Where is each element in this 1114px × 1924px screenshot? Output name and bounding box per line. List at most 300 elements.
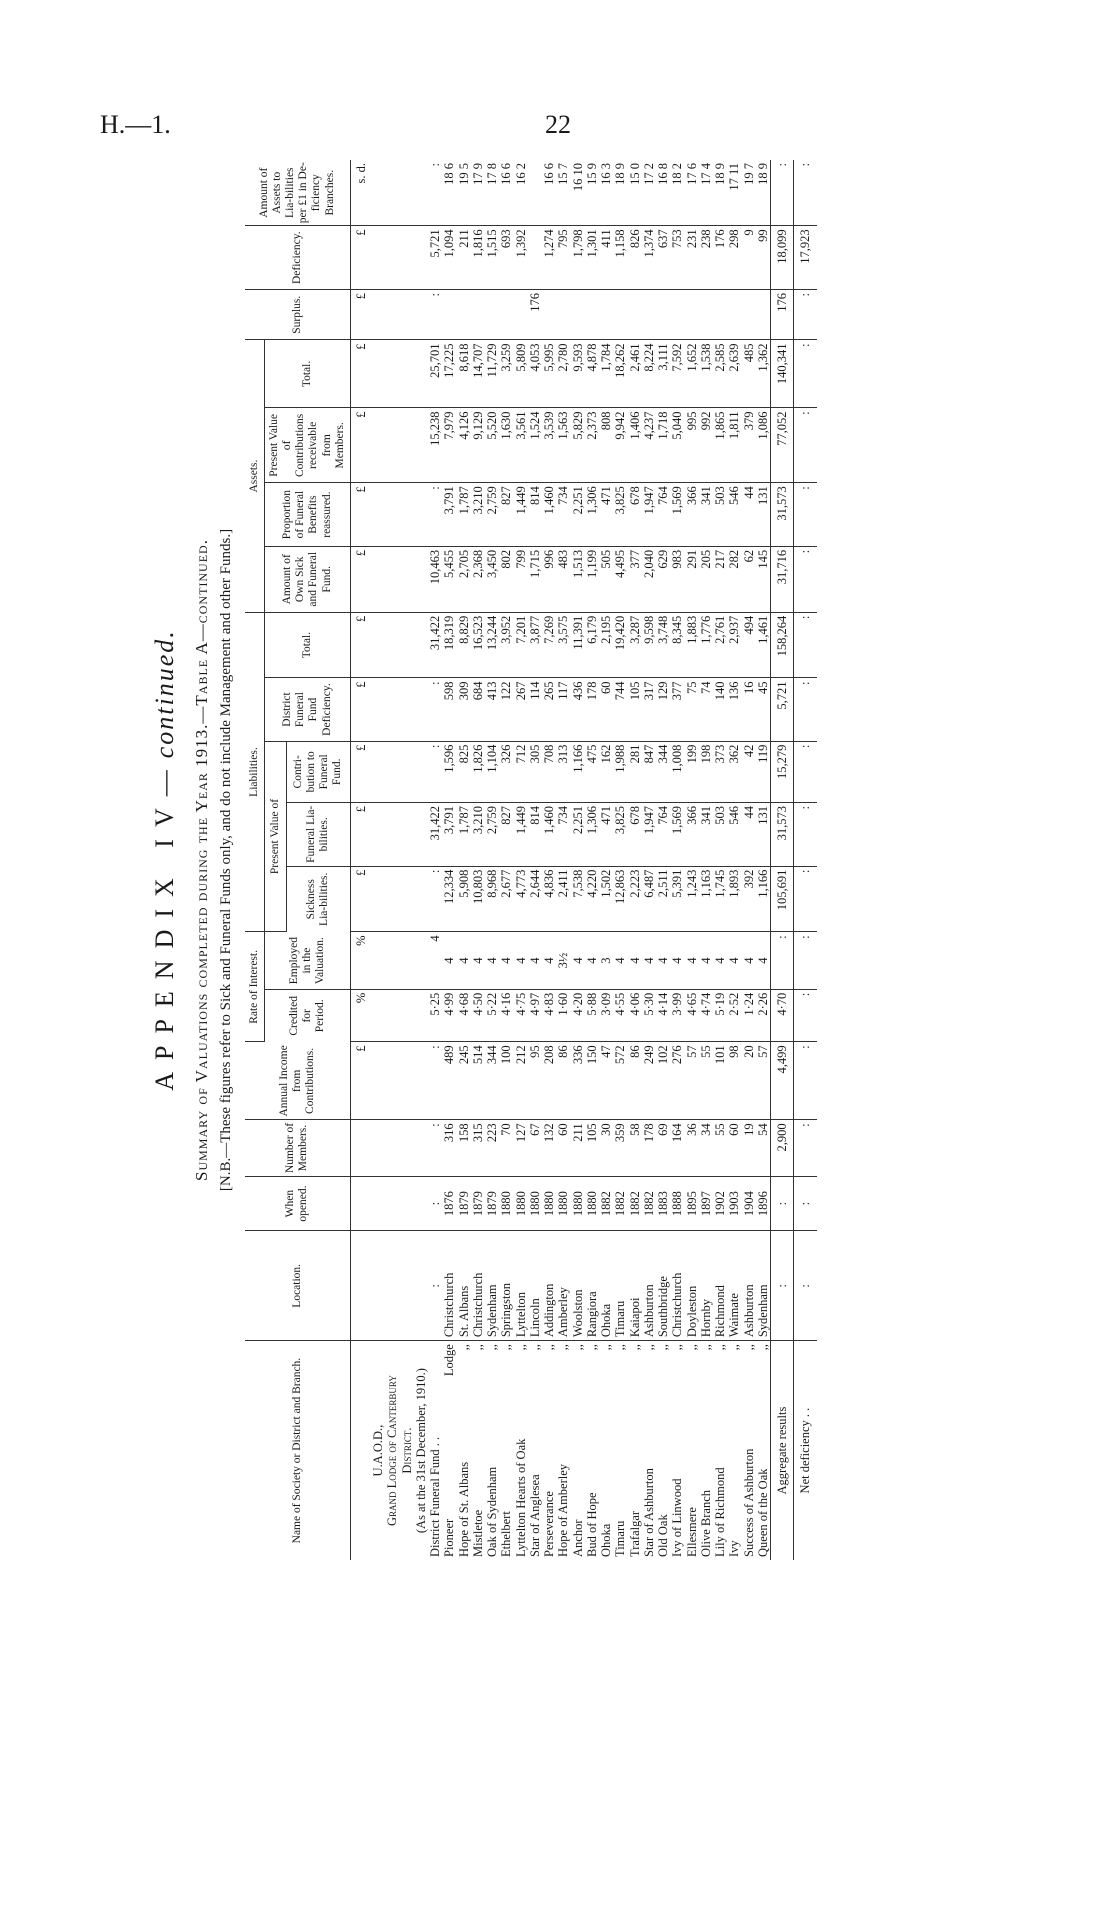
table-cell: 1903	[727, 1176, 741, 1231]
table-cell: 359	[613, 1120, 627, 1176]
table-cell: 995	[685, 408, 699, 483]
blank-cell	[385, 483, 399, 547]
table-cell: 392	[742, 866, 756, 932]
table-cell: 136	[727, 678, 741, 741]
table-cell: 1879	[471, 1176, 485, 1231]
table-cell: 16,523	[471, 612, 485, 678]
table-cell: 17,923	[794, 226, 817, 290]
table-cell: 1,718	[656, 408, 670, 483]
table-cell: 57	[756, 1042, 771, 1120]
table-cell: 77,052	[771, 408, 794, 483]
table-cell: 693	[499, 226, 513, 290]
table-cell: 4·06	[628, 989, 642, 1042]
table-cell: 2,585	[713, 340, 727, 408]
table-cell: :	[428, 678, 442, 741]
table-cell: Ohoka	[599, 1231, 613, 1341]
branch-name: Ohoka	[599, 1523, 614, 1557]
table-cell: 326	[499, 741, 513, 802]
blank-cell	[385, 1176, 399, 1231]
table-cell: 4·74	[699, 989, 713, 1042]
table-cell: :	[794, 1231, 817, 1341]
table-cell: 16 8	[656, 160, 670, 226]
table-cell: 178	[585, 678, 599, 741]
table-cell	[571, 290, 585, 340]
table-cell: 15,238	[428, 408, 442, 483]
blank-cell	[385, 932, 399, 989]
table-cell: 122	[499, 678, 513, 741]
table-cell	[628, 290, 642, 340]
table-row	[713, 160, 727, 1560]
table-cell: 102	[656, 1042, 670, 1120]
blank-cell	[371, 989, 385, 1042]
table-cell: Richmond	[713, 1231, 727, 1341]
table-cell: 366	[685, 803, 699, 867]
table-cell: :	[428, 866, 442, 932]
table-cell: 4,053	[528, 340, 542, 408]
blank-cell	[414, 1042, 428, 1120]
table-cell: 129	[656, 678, 670, 741]
table-cell: 4,220	[585, 866, 599, 932]
table-cell: 1882	[642, 1176, 656, 1231]
table-cell: :	[794, 803, 817, 867]
table-cell: 1880	[499, 1176, 513, 1231]
table-cell: :	[771, 1176, 794, 1231]
blank-cell	[385, 408, 399, 483]
table-cell: 764	[656, 803, 670, 867]
table-cell: :	[794, 1176, 817, 1231]
table-cell: 1,569	[670, 803, 684, 867]
table-cell: 31,573	[771, 483, 794, 547]
table-cell: 1883	[656, 1176, 670, 1231]
table-cell: 1,374	[642, 226, 656, 290]
table-cell: 10,803	[471, 866, 485, 932]
table-cell	[713, 290, 727, 340]
table-cell: 2,040	[642, 546, 656, 612]
table-cell: 3,210	[471, 483, 485, 547]
unit-cell: £	[350, 408, 371, 483]
table-cell	[528, 226, 542, 290]
branch-name-cell	[628, 1341, 642, 1560]
table-cell: Ashburton	[642, 1231, 656, 1341]
col-credited: Credited for Period.	[265, 989, 351, 1042]
table-cell: 17 4	[699, 160, 713, 226]
table-cell: 503	[713, 803, 727, 867]
table-cell: :	[428, 483, 442, 547]
table-cell: 17 6	[685, 160, 699, 226]
table-cell	[442, 290, 456, 340]
table-cell: 1,513	[571, 546, 585, 612]
table-cell: 1,086	[756, 408, 771, 483]
table-cell: 4	[499, 932, 513, 989]
blank-cell	[385, 989, 399, 1042]
table-cell: 267	[514, 678, 528, 741]
table-cell: 309	[457, 678, 471, 741]
blank-cell	[385, 1042, 399, 1120]
table-cell: 2,195	[599, 612, 613, 678]
table-cell: 198	[699, 741, 713, 802]
branch-name-cell	[514, 1341, 528, 1560]
blank-cell	[400, 1042, 414, 1120]
table-cell: 802	[499, 546, 513, 612]
col-location: Location.	[245, 1231, 350, 1341]
unit-cell: £	[350, 226, 371, 290]
table-cell: 2·52	[727, 989, 741, 1042]
table-cell: 4	[514, 932, 528, 989]
table-cell: :	[428, 1231, 442, 1341]
blank-cell	[400, 546, 414, 612]
table-cell: 1,163	[699, 866, 713, 932]
table-row	[528, 160, 542, 1560]
branch-name-cell	[599, 1341, 613, 1560]
table-cell: 983	[670, 546, 684, 612]
table-cell: 1,893	[727, 866, 741, 932]
table-cell: 117	[556, 678, 570, 741]
blank-cell	[371, 340, 385, 408]
table-cell: 734	[556, 803, 570, 867]
table-cell: 1,515	[485, 226, 499, 290]
branch-name-cell	[528, 1341, 542, 1560]
table-cell: :	[794, 866, 817, 932]
district-heading-row	[385, 160, 399, 1560]
table-cell: 5,721	[771, 678, 794, 741]
table-cell: 341	[699, 803, 713, 867]
col-surplus: Surplus.	[245, 290, 350, 340]
table-cell: Lyttelton	[514, 1231, 528, 1341]
table-cell	[613, 290, 627, 340]
table-row	[471, 160, 485, 1560]
table-cell: :	[771, 932, 794, 989]
table-cell: 1,460	[542, 483, 556, 547]
table-cell: 3,825	[613, 803, 627, 867]
table-cell: 60	[727, 1120, 741, 1176]
table-row	[742, 160, 756, 1560]
blank-cell	[400, 290, 414, 340]
blank-cell	[400, 866, 414, 932]
table-cell: 1·24	[742, 989, 756, 1042]
table-cell: 598	[442, 678, 456, 741]
table-cell: 1904	[742, 1176, 756, 1231]
table-cell: 1880	[542, 1176, 556, 1231]
table-cell: 505	[599, 546, 613, 612]
aggregate-row	[771, 160, 794, 1560]
net-row	[794, 160, 817, 1560]
district-heading-row	[414, 160, 428, 1560]
table-row	[485, 160, 499, 1560]
table-cell: 100	[499, 1042, 513, 1120]
table-cell: 4,126	[457, 408, 471, 483]
table-cell: 1,563	[556, 408, 570, 483]
table-cell: 17 11	[727, 160, 741, 226]
table-cell: 208	[542, 1042, 556, 1120]
table-cell: 1,166	[571, 741, 585, 802]
col-district-deficiency: District Funeral Fund Deficiency.	[265, 678, 351, 741]
blank-cell	[385, 226, 399, 290]
branch-lodge-mark: ,,	[513, 1344, 528, 1351]
table-cell: 5·19	[713, 989, 727, 1042]
table-cell: 1,008	[670, 741, 684, 802]
blank-cell	[385, 803, 399, 867]
table-cell: 5·22	[485, 989, 499, 1042]
blank-cell	[400, 408, 414, 483]
table-cell: 131	[756, 803, 771, 867]
table-cell: 336	[571, 1042, 585, 1120]
table-cell: 178	[642, 1120, 656, 1176]
table-cell	[599, 290, 613, 340]
branch-name: Mistletoe	[470, 1509, 485, 1557]
table-cell: 140,341	[771, 340, 794, 408]
blank-cell	[400, 932, 414, 989]
table-cell: 16 2	[514, 160, 528, 226]
table-cell: Woolston	[571, 1231, 585, 1341]
table-cell: 1,449	[514, 803, 528, 867]
table-cell: 4	[457, 932, 471, 989]
table-cell: 176	[528, 290, 542, 340]
branch-name: Pioneer	[442, 1518, 457, 1557]
table-cell: :	[771, 160, 794, 226]
branch-name: Ethelbert	[499, 1511, 514, 1557]
blank-cell	[371, 1120, 385, 1176]
blank-cell	[414, 866, 428, 932]
table-cell: St. Albans	[457, 1231, 471, 1341]
table-cell: 8,968	[485, 866, 499, 932]
table-cell: 2,368	[471, 546, 485, 612]
table-cell: 105	[628, 678, 642, 741]
blank-cell	[371, 1176, 385, 1231]
col-per-pound: Amount of Assets to Lia-bilities per £1 in De-ficiency Branches.	[245, 160, 350, 226]
branch-name: Olive Branch	[698, 1490, 713, 1557]
table-cell: 176	[771, 290, 794, 340]
table-cell: 1879	[485, 1176, 499, 1231]
table-cell: 18,099	[771, 226, 794, 290]
unit-cell: £	[350, 678, 371, 741]
branch-lodge-mark: ,,	[542, 1344, 557, 1351]
table-cell: :	[428, 1176, 442, 1231]
table-cell: 4	[613, 932, 627, 989]
table-cell: 245	[457, 1042, 471, 1120]
branch-name-cell	[656, 1341, 670, 1560]
table-cell: 9	[742, 226, 756, 290]
table-cell: 753	[670, 226, 684, 290]
branch-name: Success of Ashburton	[741, 1448, 756, 1557]
table-cell: 18 9	[756, 160, 771, 226]
branch-name: Perseverance	[542, 1491, 557, 1557]
table-cell: 1879	[457, 1176, 471, 1231]
table-cell: 95	[528, 1042, 542, 1120]
table-cell: 1,784	[599, 340, 613, 408]
table-cell	[699, 290, 713, 340]
branch-lodge-mark: ,,	[713, 1344, 728, 1351]
units-row	[350, 160, 371, 1560]
table-cell: 60	[599, 678, 613, 741]
branch-name-cell	[742, 1341, 756, 1560]
unit-cell	[350, 1341, 371, 1560]
table-cell: 1,947	[642, 803, 656, 867]
table-cell: :	[794, 741, 817, 802]
table-cell: 4	[656, 932, 670, 989]
table-row	[656, 160, 670, 1560]
col-members: Number of Members.	[245, 1120, 350, 1176]
table-cell: Addington	[542, 1231, 556, 1341]
table-cell: 2,761	[713, 612, 727, 678]
blank-cell	[414, 932, 428, 989]
table-cell: 5,040	[670, 408, 684, 483]
unit-cell: s. d.	[350, 160, 371, 226]
branch-lodge-mark: ,,	[613, 1344, 628, 1351]
branch-name: Anchor	[570, 1519, 585, 1557]
table-cell: 62	[742, 546, 756, 612]
table-cell: 1896	[756, 1176, 771, 1231]
table-cell: 5,455	[442, 546, 456, 612]
branch-lodge-mark: ,,	[485, 1344, 500, 1351]
table-cell: 2,639	[727, 340, 741, 408]
table-cell: 3,539	[542, 408, 556, 483]
branch-name: Queen of the Oak	[755, 1468, 770, 1557]
table-cell: 18 6	[442, 160, 456, 226]
table-cell: 996	[542, 546, 556, 612]
table-cell: 708	[542, 741, 556, 802]
blank-cell	[400, 1120, 414, 1176]
branch-lodge-mark: Lodge	[442, 1344, 457, 1377]
table-cell: 74	[699, 678, 713, 741]
table-cell: 164	[670, 1120, 684, 1176]
table-cell: 69	[656, 1120, 670, 1176]
table-row	[585, 160, 599, 1560]
table-cell: 127	[514, 1120, 528, 1176]
table-cell: 12,863	[613, 866, 627, 932]
table-cell: 176	[713, 226, 727, 290]
table-cell: Timaru	[613, 1231, 627, 1341]
col-own-fund: Amount of Own Sick and Funeral Fund.	[265, 546, 351, 612]
table-row	[613, 160, 627, 1560]
table-cell: 1897	[699, 1176, 713, 1231]
branch-name-cell	[499, 1341, 513, 1560]
table-cell: 16 6	[542, 160, 556, 226]
table-cell: 1,460	[542, 803, 556, 867]
branch-name: Oak of Sydenham	[485, 1466, 500, 1557]
table-cell: 1,461	[756, 612, 771, 678]
table-cell	[528, 160, 542, 226]
blank-cell	[414, 1120, 428, 1176]
district-heading-row	[400, 160, 414, 1560]
table-cell: 1,826	[471, 741, 485, 802]
table-cell: 814	[528, 483, 542, 547]
table-cell: 4	[528, 932, 542, 989]
blank-cell	[414, 803, 428, 867]
table-cell: :	[794, 160, 817, 226]
table-cell: :	[428, 1120, 442, 1176]
table-cell: 413	[485, 678, 499, 741]
table-cell: 1,787	[457, 803, 471, 867]
table-cell: 1,947	[642, 483, 656, 547]
table-cell: 10,463	[428, 546, 442, 612]
table-cell: 7,592	[670, 340, 684, 408]
blank-cell	[414, 340, 428, 408]
table-cell: 315	[471, 1120, 485, 1176]
table-cell: 494	[742, 612, 756, 678]
table-cell: 4	[685, 932, 699, 989]
table-cell	[642, 290, 656, 340]
table-cell: 1,243	[685, 866, 699, 932]
unit-cell: £	[350, 803, 371, 867]
table-cell: 17,225	[442, 340, 456, 408]
blank-cell	[400, 226, 414, 290]
table-cell	[514, 290, 528, 340]
blank-cell	[400, 483, 414, 547]
table-cell: 276	[670, 1042, 684, 1120]
blank-cell	[371, 1231, 385, 1341]
table-cell: 2,251	[571, 803, 585, 867]
branch-name: Ivy of Linwood	[670, 1478, 685, 1557]
table-cell: 18,319	[442, 612, 456, 678]
table-cell: :	[771, 1231, 794, 1341]
table-cell: 281	[628, 741, 642, 802]
rotated-page-body	[150, 160, 1040, 1560]
branch-name-cell	[727, 1341, 741, 1560]
table-cell: 2,511	[656, 866, 670, 932]
table-cell: 5,520	[485, 408, 499, 483]
branch-lodge-mark: ,,	[556, 1344, 571, 1351]
blank-cell	[414, 546, 428, 612]
district-heading-line: U.A.O.D.,	[371, 1424, 386, 1477]
table-cell: 4,773	[514, 866, 528, 932]
table-cell: 265	[542, 678, 556, 741]
table-cell: 1880	[571, 1176, 585, 1231]
branch-lodge-mark: ,,	[627, 1344, 642, 1351]
table-cell: 8,829	[457, 612, 471, 678]
table-cell: 1,787	[457, 483, 471, 547]
table-cell: :	[428, 290, 442, 340]
col-proportion: Proportion of Funeral Benefits reassured.	[265, 483, 351, 547]
table-cell: Hornby	[699, 1231, 713, 1341]
table-cell	[585, 290, 599, 340]
table-cell: 4·55	[613, 989, 627, 1042]
table-cell: 1888	[670, 1176, 684, 1231]
table-cell: 158,264	[771, 612, 794, 678]
table-cell: 341	[699, 483, 713, 547]
table-cell: 8,345	[670, 612, 684, 678]
branch-lodge-mark: ,,	[599, 1344, 614, 1351]
summary-title: Summary of Valuations completed during the Year 1913.—Table A—continued.	[192, 539, 211, 1181]
table-cell: 1,449	[514, 483, 528, 547]
blank-cell	[400, 340, 414, 408]
table-cell: :	[428, 1042, 442, 1120]
unit-cell: £	[350, 866, 371, 932]
unit-cell: £	[350, 741, 371, 802]
table-cell	[499, 290, 513, 340]
unit-cell: £	[350, 340, 371, 408]
unit-cell	[350, 1120, 371, 1176]
table-cell: 814	[528, 803, 542, 867]
table-row	[442, 160, 456, 1560]
branch-lodge-mark: ,,	[727, 1344, 742, 1351]
table-cell: 11,391	[571, 612, 585, 678]
table-cell: :	[794, 932, 817, 989]
table-cell: 1,406	[628, 408, 642, 483]
table-cell: 9,942	[613, 408, 627, 483]
table-cell: 7,201	[514, 612, 528, 678]
blank-cell	[400, 741, 414, 802]
table-cell: 20	[742, 1042, 756, 1120]
table-cell: 249	[642, 1042, 656, 1120]
table-cell: 58	[628, 1120, 642, 1176]
table-cell: 475	[585, 741, 599, 802]
table-cell: 45	[756, 678, 771, 741]
table-cell: 238	[699, 226, 713, 290]
table-cell: Doyleston	[685, 1231, 699, 1341]
blank-cell	[414, 1176, 428, 1231]
table-cell: 7,979	[442, 408, 456, 483]
table-cell: 795	[556, 226, 570, 290]
